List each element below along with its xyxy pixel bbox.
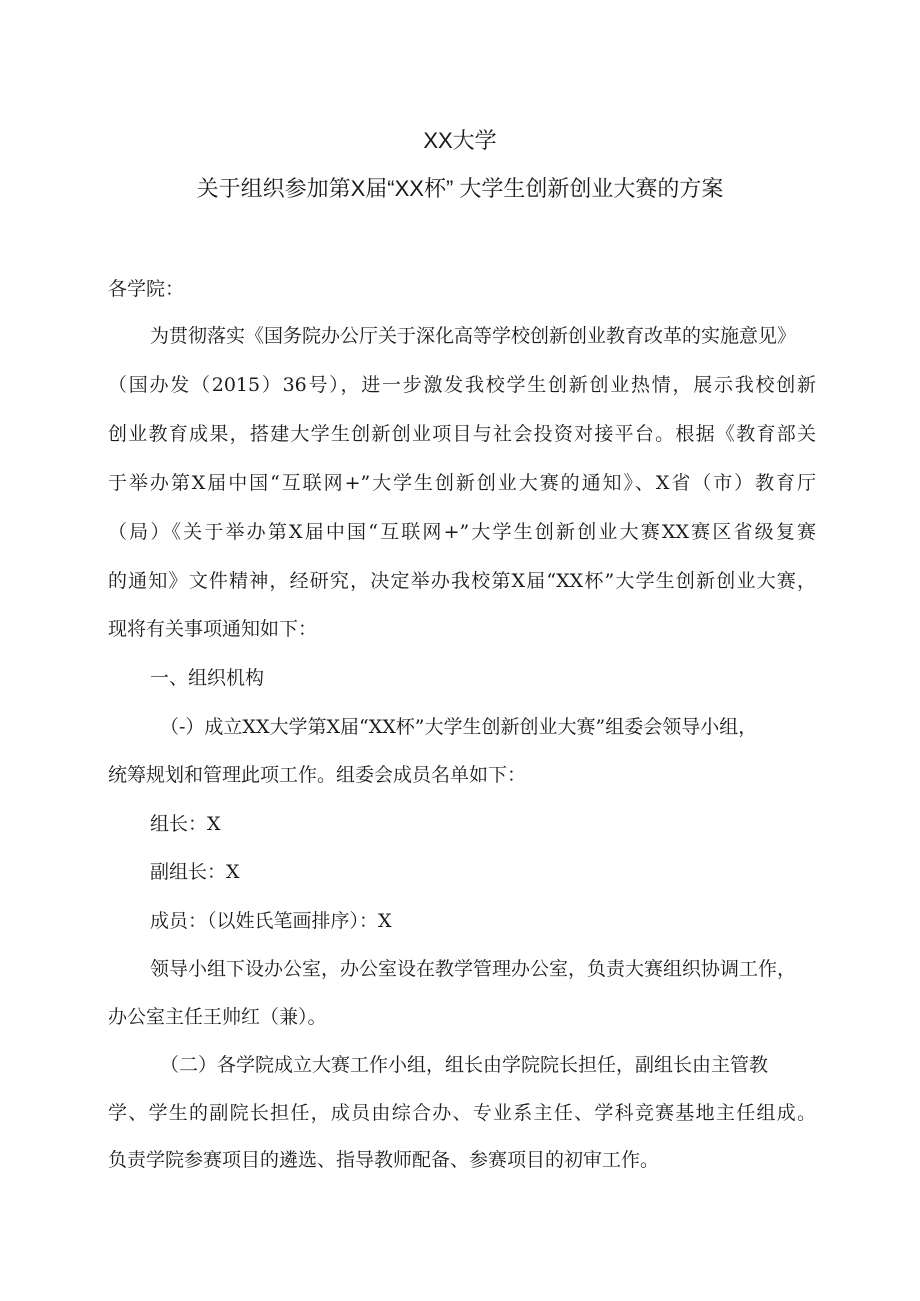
item-college-line: （二）各学院成立大赛工作小组，组长由学院院长担任，副组长由主管教 (160, 1054, 769, 1076)
paragraph-office-line: 办公室主任王帅红（兼）。 (108, 1006, 327, 1028)
item-leadership-line: （-）成立XX大学第X届“XX杯”大学生创新创业大赛”组委会领导小组， (160, 716, 758, 738)
leader-line: 组长：X (150, 813, 221, 835)
item-college-line: 负责学院参赛项目的遴选、指导教师配备、参赛项目的初审工作。 (108, 1149, 660, 1171)
paragraph-intro-line: 为贯彻落实《国务院办公厅关于深化高等学校创新创业教育改革的实施意见》 (150, 325, 797, 347)
section-heading-organization: 一、组织机构 (150, 667, 265, 689)
item-college-line: 学、学生的副院长担任，成员由综合办、专业系主任、学科竞赛基地主任组成。 (108, 1102, 816, 1124)
paragraph-office-line: 领导小组下设办公室，办公室设在教学管理办公室，负责大赛组织协调工作， (150, 958, 797, 980)
paragraph-intro-line: 创业教育成果，搭建大学生创新创业项目与社会投资对接平台。根据《教育部关 (108, 423, 816, 445)
deputy-leader-line: 副组长：X (150, 861, 240, 883)
document-title-university: XX大学 (423, 128, 497, 153)
document-title-main: 关于组织参加第X届“XX杯” 大学生创新创业大赛的方案 (196, 176, 724, 201)
paragraph-intro-line: （国办发（2015）36号），进一步激发我校学生创新创业热情，展示我校创新 (108, 374, 816, 396)
paragraph-intro-line: 现将有关事项通知如下： (108, 618, 318, 640)
paragraph-intro-line: 于举办第X届中国“互联网+”大学生创新创业大赛的通知》、X省（市）教育厅 (108, 472, 816, 494)
paragraph-intro-line: （局）《关于举办第X届中国“互联网+”大学生创新创业大赛XX赛区省级复赛 (108, 521, 816, 543)
item-leadership-line: 统筹规划和管理此项工作。组委会成员名单如下： (108, 764, 527, 786)
salutation: 各学院： (108, 278, 185, 300)
members-line: 成员：（以姓氏笔画排序）：X (150, 910, 392, 932)
paragraph-intro-line: 的通知》文件精神，经研究，决定举办我校第X届“XX杯”大学生创新创业大赛， (108, 570, 816, 592)
